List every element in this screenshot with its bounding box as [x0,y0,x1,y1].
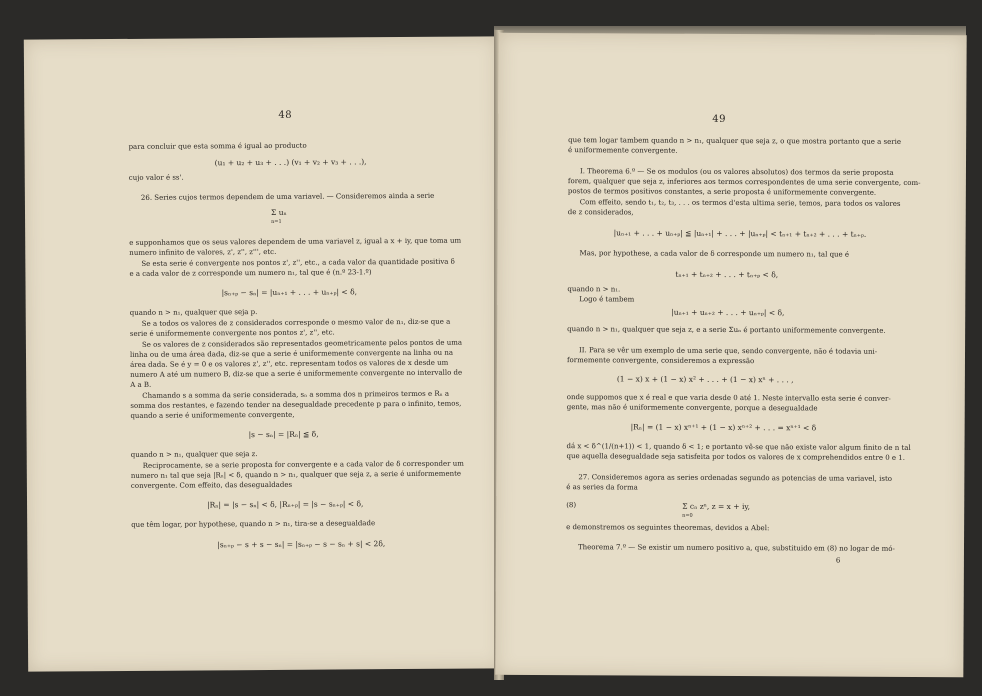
text-line: numero n₁ tal que seja |Rₙ| < δ, quando n > n₁, qualquer que seja z, a serie é uniformemente [130,469,462,480]
theorem-heading: Theorema 7.º — Se existir um numero positivo a, que, substituido em (8) no logar de mó- [577,543,895,553]
text-line: Se os valores de z considerados são representados geometricamente pelos pontos de uma [141,338,463,349]
text-line: cujo valor é ss'. [128,173,184,182]
text-line: numero infinito de valores, z', z'', z''', etc. [129,247,277,257]
equation-number: (8) [566,501,577,510]
page-number: 49 [712,113,726,125]
text-line: convergente. Com effeito, das desegualdades [130,480,293,490]
text-line: Reciprocamente, se a serie proposta for convergente e a cada valor de δ corresponder um [142,459,464,470]
signature-mark: 6 [835,556,841,565]
text-line: onde suppomos que x é real e que varia desde 0 até 1. Neste intervallo esta serie é conver- [566,393,891,403]
right-page [495,33,966,677]
equation: |sₙ₊ₚ − s + s − sₙ| = |sₙ₊ₚ − s − sₙ + s| < 2δ, [217,539,386,550]
equation: |uₙ₊₁ + uₙ₊₂ + . . . + uₙ₊ₚ| < δ, [671,307,785,318]
text-line: quando n > n₁. [567,285,621,294]
text-line: linha ou de uma área dada, diz-se que a serie é uniformemente convergente na linha ou na [129,348,454,359]
section-heading: 27. Consideremos agora as series ordenadas segundo as potencias de uma variavel, isto [578,473,893,483]
equation-index: n=0 [682,512,693,519]
text-line: numero A até um numero B, diz-se que a serie é uniformemente convergente no intervallo de [130,368,463,379]
text-line: Se esta serie é convergente nos pontos z', z'', etc., a cada valor da quantidade positiva δ [141,257,455,268]
text-line: forem, qualquer que seja z, inferiores aos termos correspondentes de uma serie convergente, com- [567,177,921,187]
text-line: e a cada valor de z corresponde um numero n₁, tal que é (n.º 23-1.º) [129,268,372,278]
text-line: e demonstremos os seguintes theoremas, devidos a Abel: [566,523,770,533]
text-line: é as series da forma [566,483,638,492]
equation: |Rₙ| = (1 − x) xⁿ⁺¹ + (1 − x) xⁿ⁺² + . . . = xⁿ⁺¹ < δ [630,422,817,433]
page-number: 48 [278,109,293,121]
text-line: de z considerados, [567,208,634,217]
equation: Σ uₙ [270,207,287,217]
text-line: formemente convergente, consideremos a expressão [566,356,755,366]
text-line: quando n > n₁, qualquer que seja p. [129,308,258,317]
section-heading: 26. Series cujos termos dependem de uma variavel. — Consideremos ainda a serie [140,191,435,202]
text-line: área dada. Se é y = 0 e os valores z', z'', etc. representam todos os valores de x desde um [130,358,449,369]
text-line: dá x < δ^(1/(n+1)) < 1, quando δ < 1; e portanto vê-se que não existe valor algum finito de n tal [566,442,911,452]
left-page [24,36,502,671]
text-line: que aquella desegualdade seja satisfeita por todos os valores de x comprehendidos entre 0 e 1. [566,452,905,462]
equation: |uₙ₊₁ + . . . + uₙ₊ₚ| ≦ |uₙ₊₁| + . . . + |uₙ₊ₚ| < tₙ₊₁ + tₙ₊₂ + . . . + tₙ₊ₚ. [613,228,867,239]
text-line: Chamando s a somma da serie considerada, sₙ a somma dos n primeiros termos e Rₙ a [142,389,450,400]
text-line: que tem logar tambem quando n > n₁, qualquer que seja z, o que mostra portanto que a serie [568,136,901,146]
text-line: II. Para se vêr um exemplo de uma serie que, sendo convergente, não é todavia uni- [579,346,878,356]
equation: (1 − x) x + (1 − x) x² + . . . + (1 − x) xⁿ + . . . , [616,374,794,385]
text-line: postos de termos positivos constantes, a serie proposta é uniformemente convergente. [567,187,877,197]
equation: |Rₙ| = |s − sₙ| < δ, |Rₙ₊ₚ| = |s − sₙ₊ₚ| < δ, [207,499,364,510]
equation-index: n=1 [271,218,282,225]
text-line: quando a serie é uniformemente convergente, [130,410,295,420]
text-line: e supponhamos que os seus valores dependem de uma variavel z, igual a x + iy, que toma um [129,236,462,247]
equation: |s − sₙ| = |Rₙ| ≦ δ, [248,429,319,440]
text-line: Se a todos os valores de z considerados corresponde o mesmo valor de n₁, diz-se que a [141,317,451,328]
text-line: para concluir que esta somma é igual ao producto [128,141,307,151]
theorem-heading: I. Theorema 6.º — Se os modulos (ou os valores absolutos) dos termos da serie proposta [579,167,894,177]
text-line: serie é uniformemente convergente nos pontos z', z'', etc. [129,328,335,338]
text-line: gente, mas não é uniformemente convergente, porque a desegualdade [566,403,818,413]
text-line: somma dos restantes, e fazendo tender na desegualdade precedente p para o infinito, temos, [130,399,462,410]
text-line: quando n > n₁, qualquer que seja z. [130,450,258,459]
equation: Σ cₙ zⁿ, z = x + iy, [682,501,751,512]
text-line: que têm logar, por hypothese, quando n > n₁, tira-se a desegualdade [131,519,376,529]
text-line: Mas, por hypothese, a cada valor de δ corresponde um numero n₁, tal que é [579,249,850,259]
text-line: Com effeito, sendo t₁, t₂, t₃, . . . os termos d'esta ultima serie, temos, para todos os valores [579,198,901,208]
text-line: A a B. [130,380,152,389]
text-line: Logo é tambem [579,295,635,304]
text-line: quando n > n₁, qualquer que seja z, e a serie Σuₙ é portanto uniformemente convergente. [567,325,886,335]
text-line: é uniformemente convergente. [568,146,678,155]
equation: |sₙ₊ₚ − sₙ| = |uₙ₊₁ + . . . + uₙ₊ₚ| < δ, [221,287,358,298]
equation: tₙ₊₁ + tₙ₊₂ + . . . + tₙ₊ₚ < δ, [675,269,779,280]
equation: (u₁ + u₂ + u₃ + . . .) (v₁ + v₂ + v₃ + . . .), [214,157,367,168]
